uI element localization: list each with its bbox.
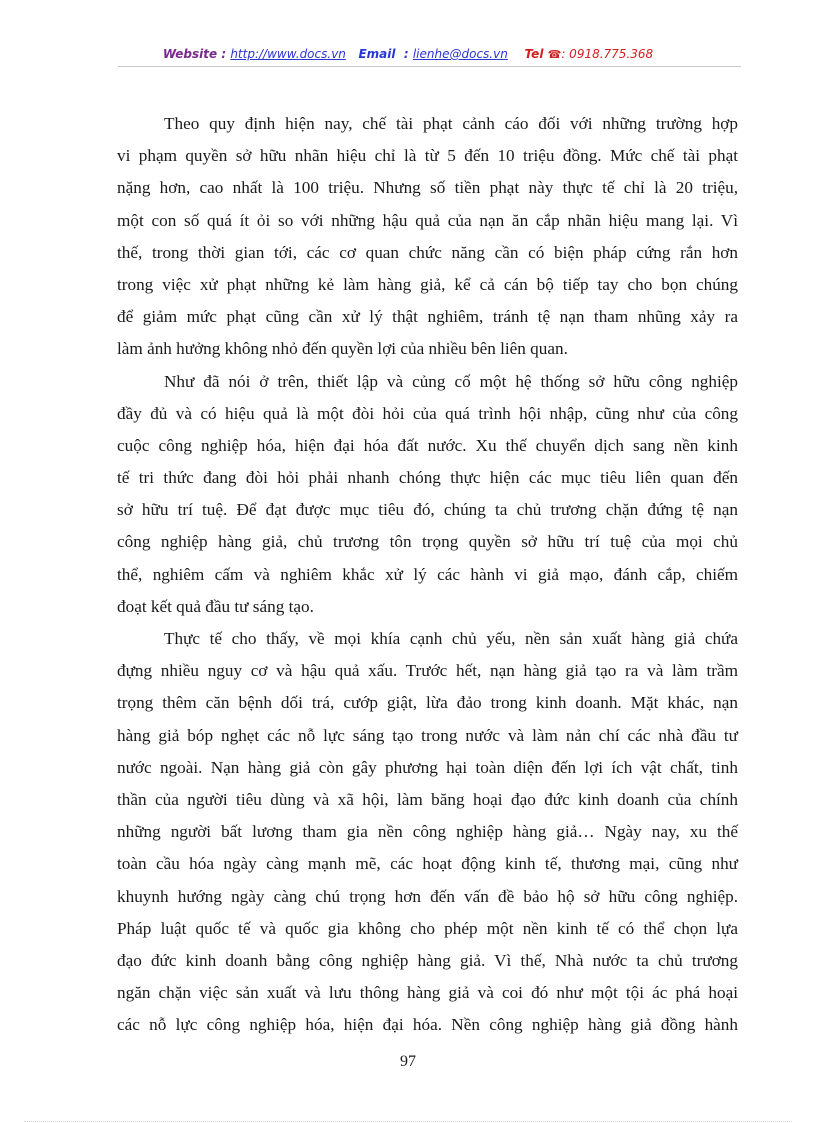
text-line: hàng giả bóp nghẹt các nỗ lực sáng tạo trong nước và làm nản chí các nhà đầu tư: [117, 725, 738, 745]
phone-icon: ☎: [547, 48, 562, 61]
header-divider: [118, 66, 741, 67]
email-separator: :: [403, 47, 409, 61]
website-link[interactable]: http://www.docs.vn: [230, 47, 346, 61]
text-line: đựng nhiều nguy cơ và hậu quả xấu. Trước hết, nạn hàng giả tạo ra và làm trầm: [117, 661, 738, 681]
text-line: công nghiệp hàng giả, chủ trương tôn trọng quyền sở hữu trí tuệ của mọi chủ: [117, 532, 738, 552]
text-line: làm ảnh hưởng không nhỏ đến quyền lợi của nhiều bên liên quan.: [117, 339, 568, 359]
text-line: khuynh hướng ngày càng chú trọng hơn đến vấn đề bảo hộ sở hữu công nghiệp.: [117, 886, 738, 906]
email-label: Email: [358, 47, 396, 61]
page-bottom-divider: [24, 1121, 792, 1122]
text-line: trọng thêm căn bệnh dối trá, cướp giật, lừa đảo trong kinh doanh. Mặt khác, nạn: [117, 693, 738, 713]
paragraph-2: [117, 366, 738, 624]
text-line: thế, trong thời gian tới, các cơ quan chức năng cần có biện pháp cứng rắn hơn: [117, 242, 738, 262]
text-line: Như đã nói ở trên, thiết lập và củng cố một hệ thống sở hữu công nghiệp: [164, 371, 738, 391]
website-label: Website :: [162, 47, 227, 61]
page-header: [0, 47, 816, 61]
document-body: [117, 108, 738, 1041]
page-number: 97: [400, 1053, 416, 1070]
text-line: trong việc xử phạt những kẻ làm hàng giả, kể cả cán bộ tiếp tay cho bọn chúng: [117, 274, 738, 294]
text-line: ngăn chặn việc sản xuất và lưu thông hàng giả và coi đó như một tội ác phá hoại: [117, 983, 738, 1003]
tel-number: : 0918.775.368: [561, 47, 654, 61]
text-line: các nỗ lực công nghiệp hóa, hiện đại hóa. Nền công nghiệp hàng giả đồng hành: [117, 1015, 738, 1035]
paragraph-3: [117, 623, 738, 1041]
text-line: cuộc công nghiệp hóa, hiện đại hóa đất nước. Xu thế chuyển dịch sang nền kinh: [117, 435, 738, 455]
text-line: nặng hơn, cao nhất là 100 triệu. Nhưng số tiền phạt này thực tế chỉ là 20 triệu,: [117, 178, 738, 198]
email-link[interactable]: lienhe@docs.vn: [412, 47, 508, 61]
text-line: Thực tế cho thấy, về mọi khía cạnh chủ yếu, nền sản xuất hàng giả chứa: [164, 629, 738, 648]
text-line: đoạt kết quả đầu tư sáng tạo.: [117, 596, 314, 616]
text-line: vi phạm quyền sở hữu nhãn hiệu chỉ là từ 5 đến 10 triệu đồng. Mức chế tài phạt: [117, 146, 738, 166]
text-line: để giảm mức phạt cũng cần xử lý thật nghiêm, tránh tệ nạn tham nhũng xảy ra: [117, 307, 738, 327]
text-line: Pháp luật quốc tế và quốc gia không cho phép một nền kinh tế có thể chọn lựa: [117, 918, 738, 938]
text-line: đầy đủ và có hiệu quả là một đòi hỏi của quá trình hội nhập, cũng như của công: [117, 403, 738, 423]
text-line: sở hữu trí tuệ. Để đạt được mục tiêu đó, chúng ta chủ trương chặn đứng tệ nạn: [117, 500, 738, 520]
text-line: toàn cầu hóa ngày càng mạnh mẽ, các hoạt động kinh tế, thương mại, cũng như: [117, 854, 738, 874]
text-line: thể, nghiêm cấm và nghiêm khắc xử lý các hành vi giả mạo, đánh cắp, chiếm: [117, 564, 738, 584]
text-line: những người bất lương tham gia nền công nghiệp hàng giả… Ngày nay, xu thế: [117, 822, 738, 842]
text-line: một con số quá ít ỏi so với những hậu quả của nạn ăn cắp nhãn hiệu mang lại. Vì: [117, 210, 738, 230]
text-line: Theo quy định hiện nay, chế tài phạt cảnh cáo đối với những trường hợp: [164, 114, 738, 133]
text-line: thần của người tiêu dùng và xã hội, làm băng hoại đạo đức kinh doanh của chính: [117, 789, 738, 809]
text-line: tế tri thức đang đòi hỏi phải nhanh chóng thực hiện các mục tiêu liên quan đến: [117, 468, 738, 488]
tel-label: Tel: [524, 47, 544, 61]
text-line: đạo đức kinh doanh bằng công nghiệp hàng giả. Vì thế, Nhà nước ta chủ trương: [117, 950, 738, 970]
paragraph-1: [117, 108, 738, 366]
text-line: nước ngoài. Nạn hàng giả còn gây phương hại toàn diện đến lợi ích vật chất, tinh: [117, 757, 738, 777]
